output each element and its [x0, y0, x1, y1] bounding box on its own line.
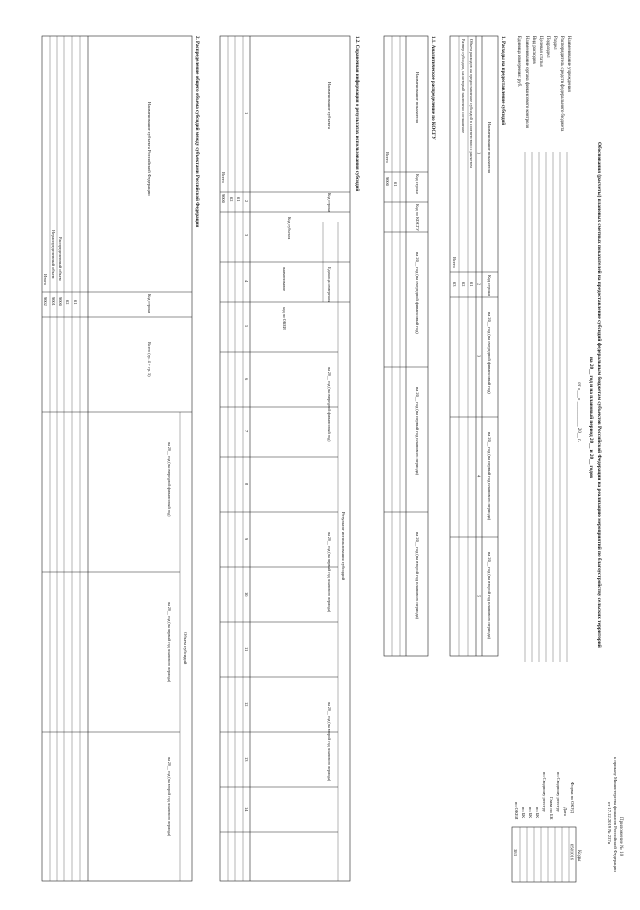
s1-colnum-1: 1 [476, 152, 482, 155]
s12-colnum-9: 9 [244, 538, 249, 541]
s12-row-3-name: Всего [221, 172, 226, 183]
s12-col-unit: Единица измерения [327, 267, 332, 303]
header-label-1: Наименование учреждения [566, 36, 571, 92]
appendix-line-1: Приложение № 10 [618, 817, 623, 857]
s11-col-year-3: на 20__ год (на второй год планового периода) [415, 532, 420, 619]
s12-colnum-3: 3 [244, 234, 249, 237]
s2-col-group: Объем субсидий [183, 632, 188, 665]
header-label-7: Наименование органа финансового контроля [524, 36, 529, 128]
s12-colnum-4: 4 [244, 280, 249, 283]
section-1-2-title: 1.2. Справочная информация о результатах использования субсидий [354, 36, 359, 192]
s1-row-2-code: 02 [461, 282, 466, 287]
s12-unit-name: наименование [282, 267, 287, 292]
section-1-2 [220, 36, 359, 881]
s2-row-4-code: 9001 [51, 297, 56, 306]
appendix-line-2: к приказу Министерства финансов Российской Федерации [613, 757, 618, 872]
s12-year-3: на 20__ год (на второй год планового периода) [327, 702, 332, 782]
s11-col-kosgu: Код по КОСГУ [415, 204, 420, 232]
s11-col-code: Код строки [415, 174, 420, 194]
s11-row-2-name: Всего [385, 152, 390, 163]
s2-row-5-name: Итого [43, 274, 48, 286]
s2-row-3-code: 9000 [58, 297, 63, 306]
s12-col-name: Наименование субъекта [327, 82, 332, 129]
codes-box [512, 772, 581, 882]
section-1-title: 1. Расходы на предоставление субсидий [500, 36, 505, 126]
s2-row-5-code: 9002 [43, 297, 48, 306]
header-label-6: Вид расходов [531, 36, 536, 64]
s1-col-year-3: на 20__ год (на второй год планового периода) [487, 552, 492, 639]
section-2 [42, 36, 199, 881]
s12-colnum-11: 11 [244, 647, 249, 652]
s12-row-2-code: 02 [229, 197, 234, 202]
s11-col-year-1: на 20__ год (на очередной финансовый год) [415, 252, 420, 334]
codes-side-3: Глава по БК [549, 797, 554, 820]
s11-row-2-code: 9000 [385, 177, 390, 186]
header-label-4: Подраздел [545, 36, 550, 58]
form-title: Обоснования (расчеты) плановых сметных показателей на предоставление субсидий федеральным бюджетам субъектов Российской Федерации на реализацию мероприятий по благоустройству сельских территорий [596, 142, 602, 648]
header-label-8: Единица измерения: руб. [516, 36, 521, 88]
section-1-1-title: 1.1. Аналитическое распределение по КОСГУ [430, 36, 435, 140]
s2-row-2-code: 02 [65, 300, 70, 305]
s2-col-name: Наименование субъекта Российской Федерации [147, 102, 152, 196]
s1-colnum-4: 4 [476, 475, 482, 478]
section-1-1 [384, 36, 435, 656]
codes-side-1: Дата [563, 807, 568, 816]
code-okei: 383 [513, 849, 518, 856]
s1-colnum-5: 5 [476, 595, 482, 598]
s12-colnum-10: 10 [244, 592, 249, 597]
s12-colnum-7: 7 [244, 430, 249, 433]
codes-side-7: по БК [521, 807, 526, 819]
s11-row-1-code: 01 [393, 182, 398, 187]
s12-colnum-8: 8 [244, 483, 249, 486]
s2-col-code: Код строки [147, 294, 152, 314]
appendix-line-3: от 17.12.2019 № 237н [607, 802, 612, 845]
s11-col-year-2: на 20__ год (на первый год планового периода) [415, 387, 420, 476]
s12-row-3-code: 9000 [221, 194, 226, 203]
s1-col-year-2: на 20__ год (на первый год планового периода) [487, 432, 492, 521]
s12-colnum-5: 5 [244, 325, 249, 328]
s2-row-3-name: Распределенный объем [58, 237, 63, 281]
s1-colnum-2: 2 [476, 283, 482, 286]
code-okud: 0501016 [569, 844, 575, 861]
s12-colnum-2: 2 [244, 200, 249, 203]
s2-year-2: на 20__ год (на первый год планового периода) [167, 602, 172, 683]
s2-year-1: на 20__ год (на очередной финансовый год) [167, 442, 172, 517]
codes-side-6: по БК [528, 807, 533, 819]
codes-side-2: по Сводному реестру [556, 772, 561, 812]
s12-colnum-13: 13 [244, 757, 249, 762]
s2-col-total: Всего (гр. 4 + гр. 5) [147, 342, 152, 377]
header-label-5: Целевая статья [538, 36, 543, 67]
s12-col-group: Результат использования субсидий [341, 512, 346, 581]
s12-colnum-12: 12 [244, 702, 249, 707]
s12-col-code: Код строки [327, 193, 332, 213]
s12-col-subject: Код субъекта [287, 217, 292, 240]
section-1 [450, 36, 505, 656]
s12-colnum-6: 6 [244, 378, 249, 381]
appendix-block [607, 757, 624, 872]
header-label-3: Раздел [552, 36, 557, 50]
s12-unit-okei: код по ОКЕИ [282, 307, 287, 330]
s12-colnum-14: 14 [244, 807, 249, 812]
codes-side-0: Форма по ОКУД [570, 782, 575, 813]
s1-row-2-name: Размер субсидии, на который заключено соглашение [461, 39, 466, 134]
s1-row-1-code: 01 [469, 282, 474, 287]
s12-colnum-1: 1 [244, 112, 249, 115]
s1-col-name: Наименование показателя [487, 122, 492, 173]
s2-row-1-code: 01 [73, 300, 78, 305]
codes-side-8: по ОКЕИ [514, 802, 519, 820]
s12-year-2: на 20__ год (на первый год планового периода) [327, 532, 332, 613]
section-2-title: 2. Распределение общего объема субсидий между субъектами Российской Федерации [194, 36, 199, 228]
s2-year-3: на 20__ год (на второй год планового периода) [167, 757, 172, 837]
header-label-2: Распорядитель средств федерального бюджета [559, 36, 564, 132]
s12-row-1-code: 01 [236, 197, 241, 202]
codes-side-5: по БК [535, 807, 540, 819]
s1-row-3-name: Всего [452, 257, 457, 268]
form-date: от «___» __________ 20__ г. [576, 382, 581, 442]
s1-col-year-1: на 20__ год (на очередной финансовый год) [487, 312, 492, 394]
s11-col-name: Наименование показателя [415, 72, 420, 123]
s1-colnum-3: 3 [476, 355, 482, 358]
s2-row-4-name: Нераспределенный объем [51, 230, 56, 279]
codes-side-4: по Сводному реестру [542, 772, 547, 812]
s1-row-1-name: Объем расходов на предоставление субсидий в соответствии с расчетом [469, 39, 474, 168]
codes-title: Коды [576, 850, 581, 862]
header-labels [516, 36, 571, 662]
s1-col-code: Код строки [487, 275, 492, 296]
s12-year-1: на 20__ год (на очередной финансовый год) [327, 367, 332, 442]
form-period: на 20__ год и на плановый период 20__ и 20__ годов [588, 357, 594, 479]
s1-row-3-code: 03 [452, 282, 457, 287]
